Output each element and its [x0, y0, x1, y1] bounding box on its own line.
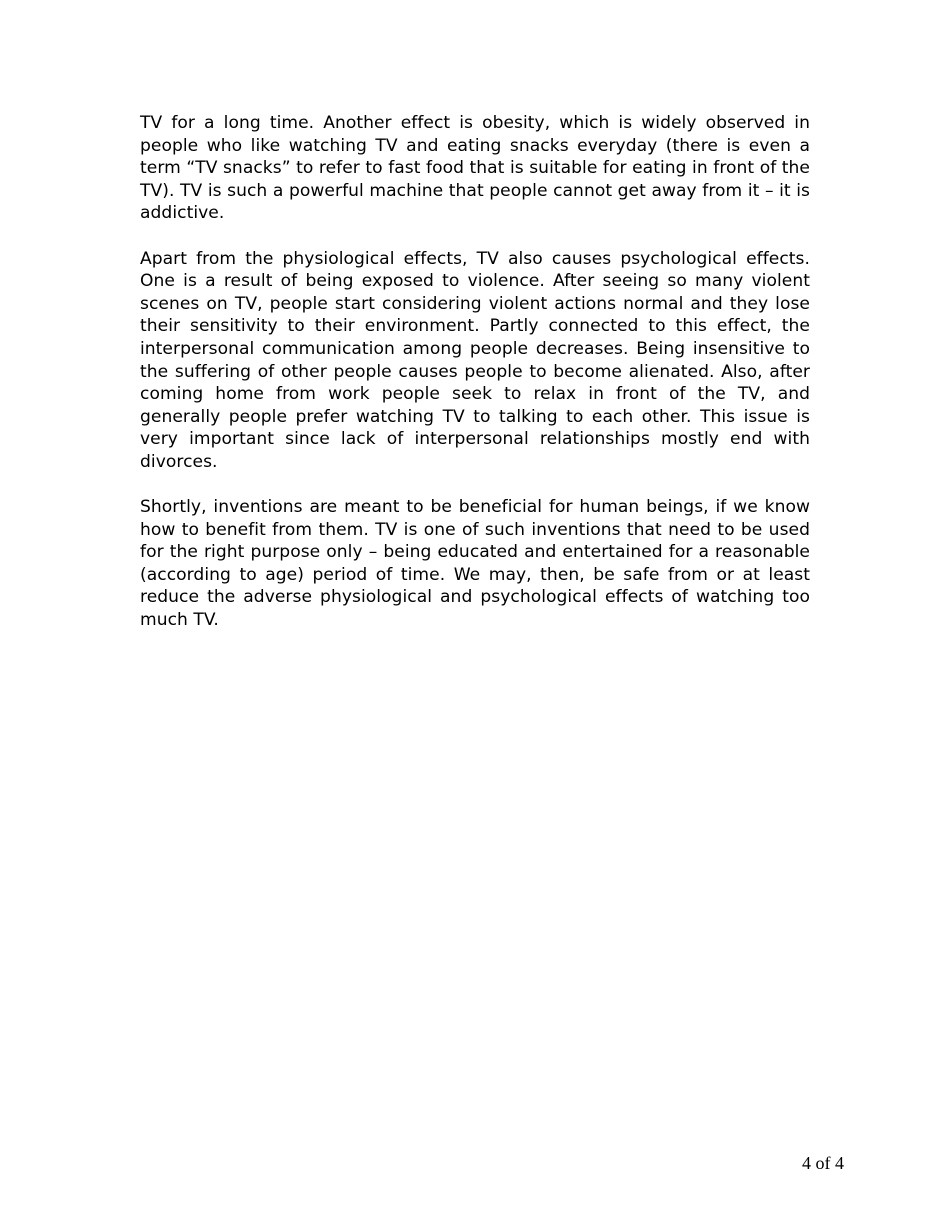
paragraph-conclusion: Shortly, inventions are meant to be beneficial for human beings, if we know how to benefit from them. TV is one of such inventions that need to be used for the right purpose only – being educated and entertained for a reasonable (according to age) period of time. We may, then, be safe from or at least reduce the adverse physiological and psychological effects of watching too much TV. — [140, 497, 810, 631]
paragraph-psychological-effects: Apart from the physiological effects, TV also causes psychological effects. One is a result of being exposed to violence. After seeing so many violent scenes on TV, people start considering violent actions normal and they lose their sensitivity to their environment. Partly connected to this effect, the interpersonal communication among people decreases. Being insensitive to the suffering of other people causes people to become alienated. Also, after coming home from work people seek to relax in front of the TV, and generally people prefer watching TV to talking to each other. This issue is very important since lack of interpersonal relationships mostly end with divorces. — [140, 248, 810, 472]
page-number: 4 of 4 — [802, 1153, 844, 1173]
paragraph-physiological-effects: TV for a long time. Another effect is obesity, which is widely observed in people who like watching TV and eating snacks everyday (there is even a term “TV snacks” to refer to fast food that is suitable for eating in front of the TV). TV is such a powerful machine that people cannot get away from it – it is addictive. — [140, 113, 810, 224]
document-body — [140, 112, 810, 654]
